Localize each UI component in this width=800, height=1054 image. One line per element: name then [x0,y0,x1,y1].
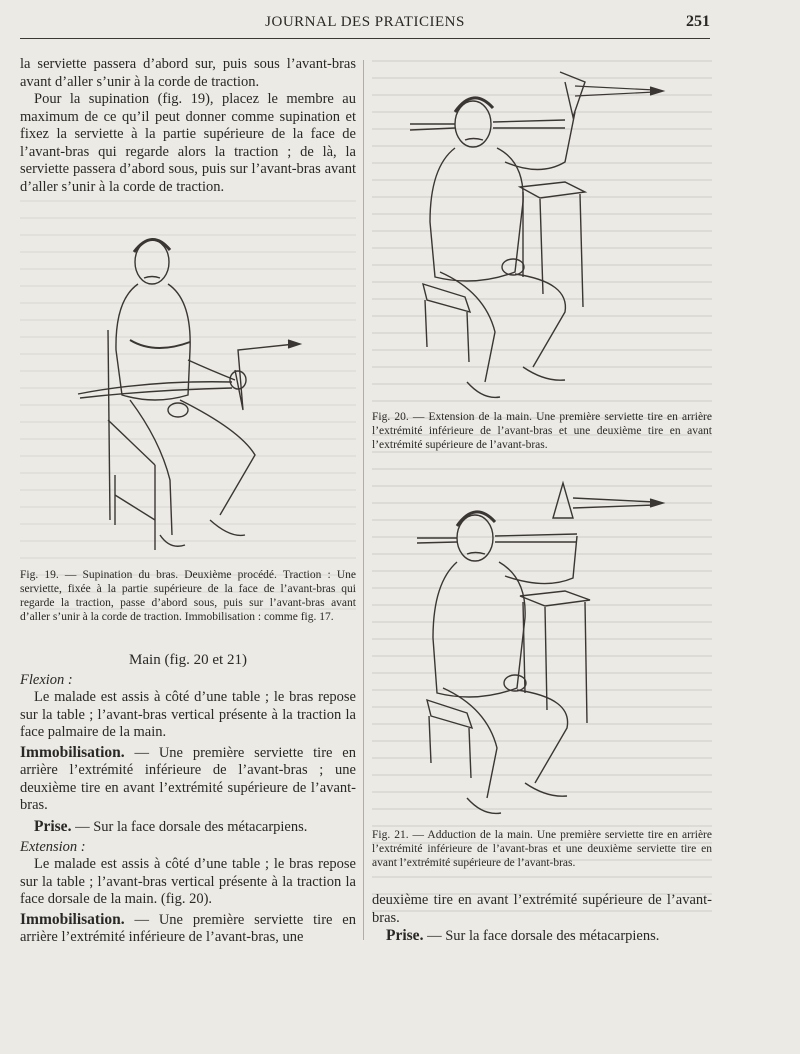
continuation-paragraph: deuxième tire en avant l’extrémité supérieure de l’avant-bras. [372,892,712,926]
immobilisation-paragraph-1 [20,744,356,815]
page-number: 251 [686,13,710,30]
immobilisation-paragraph-2 [20,911,356,947]
fig20-illustration [405,62,675,407]
left-column-bottom [20,652,356,947]
left-column-top [20,56,356,196]
immobilisation-term-1: Immobilisation. [20,743,125,761]
immobilisation-text-1: — Une première serviette tire en arrière l’extrémité inférieure de l’avant-bras ; une deuxième tire en avant l’extrémité supérieure de l’avant-bras. [20,744,356,813]
fig19-caption-block [20,568,356,624]
fig20-caption-block [372,410,712,452]
immobilisation-term-2: Immobilisation. [20,910,125,928]
running-header [20,12,710,39]
extension-paragraph: Le malade est assis à côté d’une table ; le bras repose sur la table ; l’avant-bras vertical présente à la traction la face dorsale de la main. (fig. 20). [20,856,356,907]
fig19-caption: Fig. 19. — Supination du bras. Deuxième procédé. Traction : Une serviette, fixée à la partie supérieure de la face de l’avant-bras qui regarde la traction, passe d’abord sous, puis sur l’avant-bras avant d’aller s’unir à la corde de traction. Immobilisation : comme fig. 17. [20,569,356,623]
prise-paragraph-1 [20,818,356,837]
prise-term-2: Prise. [386,927,424,944]
prise-text-1: — Sur la face dorsale des métacarpiens. [75,818,308,835]
right-column-bottom [372,892,712,946]
fig19-illustration [60,220,310,565]
fig21-caption-block [372,828,712,870]
prise-paragraph-2 [372,927,712,946]
main-section-heading: Main (fig. 20 et 21) [129,652,247,668]
journal-title: JOURNAL DES PRATICIENS [265,14,465,30]
flexion-subheading: Flexion : [20,672,73,688]
fig20-caption: Fig. 20. — Extension de la main. Une première serviette tire en arrière l’extrémité inférieure de l’avant-bras et une deuxième tire en avant l’extrémité supérieure de l’avant-bras. [372,411,712,451]
flexion-paragraph: Le malade est assis à côté d’une table ; le bras repose sur la table ; l’avant-bras vertical présente à la traction la face palmaire de la main. [20,689,356,740]
fig21-caption: Fig. 21. — Adduction de la main. Une première serviette tire en arrière l’extrémité inférieure de l’avant-bras et une deuxième serviette tire en avant l’extrémité supérieure de l’avant-bras. [372,829,712,869]
intro-paragraph-1: la serviette passera d’abord sur, puis sous l’avant-bras avant d’aller s’unir à la corde de traction. [20,56,356,90]
column-divider [363,60,364,940]
fig21-illustration [405,478,680,823]
intro-paragraph-2: Pour la supination (fig. 19), placez le membre au maximum de ce qu’il peut donner comme supination et fixez la serviette à la partie supérieure de la face de l’avant-bras qui regarde alors la traction ; de là, la serviette passera d’abord sous, puis sur l’avant-bras avant d’aller s’unir à la corde de traction. [20,91,356,195]
extension-subheading: Extension : [20,839,86,855]
prise-text-2: — Sur la face dorsale des métacarpiens. [427,928,660,944]
immobilisation-text-2: — Une première serviette tire en arrière l’extrémité inférieure de l’avant-bras, une [20,911,356,945]
prise-term-1: Prise. [34,817,72,835]
